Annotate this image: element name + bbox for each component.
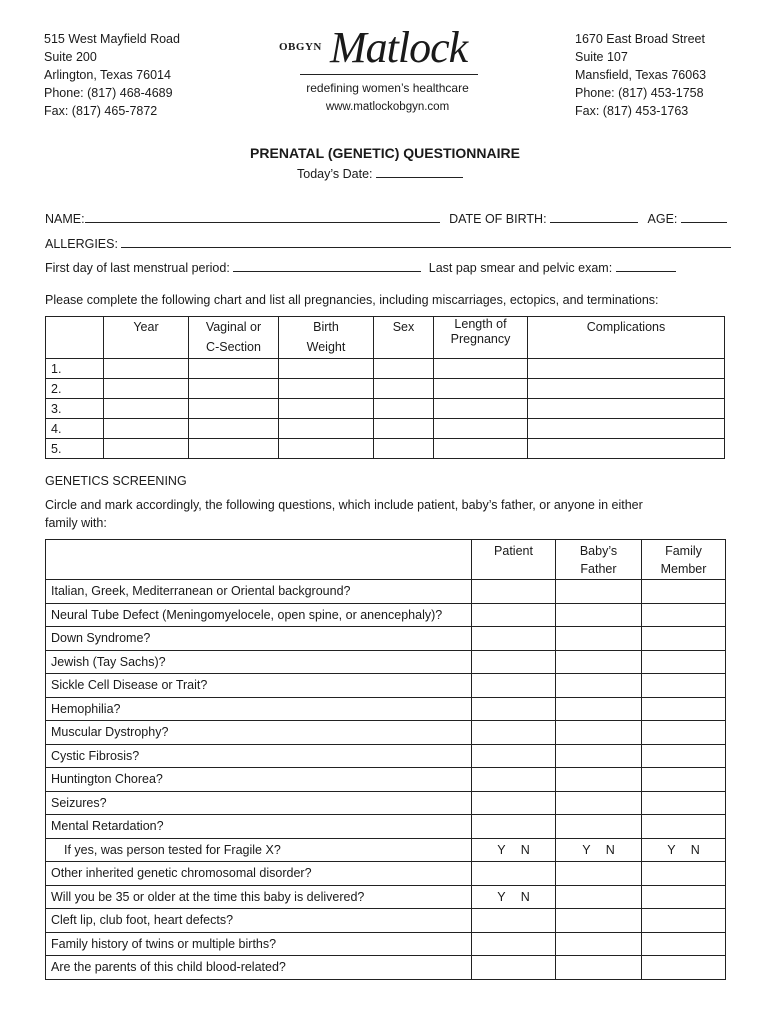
- babys-father-answer-cell[interactable]: [556, 674, 642, 698]
- name-label: NAME:: [45, 212, 85, 226]
- patient-answer-cell[interactable]: [472, 650, 556, 674]
- header-line: Pregnancy: [450, 332, 511, 346]
- genetics-row: [46, 909, 726, 933]
- babys-father-answer-cell[interactable]: [556, 932, 642, 956]
- family-member-answer-cell[interactable]: [642, 885, 726, 909]
- pregnancy-history-table: [45, 316, 725, 459]
- address-line: Mansfield, Texas 76063: [575, 68, 707, 82]
- todays-date-field[interactable]: [376, 164, 463, 178]
- babys-father-answer-cell[interactable]: [556, 909, 642, 933]
- entry-cell[interactable]: [528, 399, 725, 419]
- pap-label: Last pap smear and pelvic exam:: [428, 261, 613, 275]
- patient-answer-cell[interactable]: [472, 580, 556, 604]
- genetics-instruction-line: Circle and mark accordingly, the following questions, which include patient, baby’s father, or anyone in either: [45, 498, 643, 512]
- genetics-row: [46, 744, 726, 768]
- question-cell: Cystic Fibrosis?: [46, 744, 472, 768]
- genetics-row: [46, 603, 726, 627]
- header-cell: [642, 540, 726, 580]
- question-cell: Sickle Cell Disease or Trait?: [46, 674, 472, 698]
- genetics-row: [46, 956, 726, 980]
- patient-answer-cell[interactable]: [472, 697, 556, 721]
- genetics-row: [46, 768, 726, 792]
- logo-tagline: redefining women’s healthcare: [306, 81, 469, 95]
- entry-cell[interactable]: [434, 359, 528, 379]
- family-member-answer-cell[interactable]: Y N: [642, 838, 726, 862]
- entry-cell[interactable]: [374, 419, 434, 439]
- entry-cell[interactable]: [279, 439, 374, 459]
- header-cell: [46, 540, 472, 580]
- patient-answer-cell[interactable]: [472, 627, 556, 651]
- family-member-answer-cell[interactable]: [642, 815, 726, 839]
- period-row: [45, 258, 676, 275]
- genetics-row: [46, 838, 726, 862]
- logo-name: Matlock: [330, 23, 468, 72]
- family-member-answer-cell[interactable]: [642, 862, 726, 886]
- question-cell: Muscular Dystrophy?: [46, 721, 472, 745]
- family-member-answer-cell[interactable]: [642, 650, 726, 674]
- entry-cell[interactable]: [104, 439, 189, 459]
- patient-answer-cell[interactable]: [472, 791, 556, 815]
- patient-answer-cell[interactable]: [472, 815, 556, 839]
- header-cell: [528, 317, 725, 359]
- entry-cell[interactable]: [104, 379, 189, 399]
- babys-father-answer-cell[interactable]: [556, 697, 642, 721]
- entry-cell[interactable]: [279, 419, 374, 439]
- babys-father-answer-cell[interactable]: [556, 603, 642, 627]
- matlock-logo: [270, 23, 490, 113]
- family-member-answer-cell[interactable]: [642, 744, 726, 768]
- header-cell: [434, 317, 528, 359]
- genetics-row: [46, 697, 726, 721]
- patient-answer-cell[interactable]: [472, 768, 556, 792]
- entry-cell[interactable]: [189, 419, 279, 439]
- question-cell: Family history of twins or multiple births?: [46, 932, 472, 956]
- header-line: Complications: [586, 320, 666, 334]
- babys-father-answer-cell[interactable]: [556, 744, 642, 768]
- address-line: Arlington, Texas 76014: [44, 68, 171, 82]
- babys-father-answer-cell[interactable]: [556, 768, 642, 792]
- family-member-answer-cell[interactable]: [642, 932, 726, 956]
- logo-prefix: OBGYN: [279, 41, 322, 53]
- genetics-row: [46, 815, 726, 839]
- entry-cell[interactable]: [374, 399, 434, 419]
- question-cell: Will you be 35 or older at the time this baby is delivered?: [46, 885, 472, 909]
- header-cell: [189, 317, 279, 359]
- entry-cell[interactable]: [189, 379, 279, 399]
- entry-cell[interactable]: [189, 439, 279, 459]
- family-member-answer-cell[interactable]: [642, 721, 726, 745]
- pregnancy-row: [46, 379, 725, 399]
- patient-answer-cell[interactable]: [472, 721, 556, 745]
- babys-father-answer-cell[interactable]: [556, 721, 642, 745]
- row-number: 2.: [46, 379, 104, 399]
- address-line: Suite 200: [44, 50, 97, 64]
- entry-cell[interactable]: [374, 359, 434, 379]
- babys-father-answer-cell[interactable]: [556, 956, 642, 980]
- babys-father-answer-cell[interactable]: Y N: [556, 838, 642, 862]
- lmp-label: First day of last menstrual period:: [45, 261, 230, 275]
- question-cell: Are the parents of this child blood-related?: [46, 956, 472, 980]
- family-member-answer-cell[interactable]: [642, 580, 726, 604]
- left-office-address: [44, 30, 180, 120]
- entry-cell[interactable]: [104, 399, 189, 419]
- question-cell: If yes, was person tested for Fragile X?: [46, 838, 472, 862]
- entry-cell[interactable]: [528, 419, 725, 439]
- header-cell: [279, 317, 374, 359]
- entry-cell[interactable]: [528, 439, 725, 459]
- genetics-rows: [46, 580, 726, 980]
- babys-father-answer-cell[interactable]: [556, 885, 642, 909]
- allergies-field[interactable]: [121, 234, 731, 248]
- patient-answer-cell[interactable]: [472, 674, 556, 698]
- header-line: Member: [660, 562, 707, 576]
- genetics-row: [46, 885, 726, 909]
- family-member-answer-cell[interactable]: [642, 791, 726, 815]
- header-line: Sex: [392, 320, 415, 334]
- address-line: 515 West Mayfield Road: [44, 32, 180, 46]
- pregnancy-row: [46, 399, 725, 419]
- babys-father-answer-cell[interactable]: [556, 862, 642, 886]
- patient-answer-cell[interactable]: Y N: [472, 838, 556, 862]
- header-line: Year: [133, 320, 159, 334]
- entry-cell[interactable]: [189, 399, 279, 419]
- question-cell: Seizures?: [46, 791, 472, 815]
- name-row: [45, 209, 727, 226]
- question-cell: Jewish (Tay Sachs)?: [46, 650, 472, 674]
- address-line: Phone: (817) 468-4689: [44, 86, 173, 100]
- dob-field[interactable]: [550, 209, 638, 223]
- website-link[interactable]: www.matlockobgyn.com: [325, 101, 450, 113]
- address-line: Suite 107: [575, 50, 628, 64]
- entry-cell[interactable]: [279, 399, 374, 419]
- genetics-header-row: [46, 540, 726, 580]
- family-member-answer-cell[interactable]: [642, 956, 726, 980]
- entry-cell[interactable]: [434, 379, 528, 399]
- dob-label: DATE OF BIRTH:: [449, 212, 547, 226]
- header-line: Family: [665, 544, 702, 558]
- question-cell: Other inherited genetic chromosomal disorder?: [46, 862, 472, 886]
- question-cell: Neural Tube Defect (Meningomyelocele, open spine, or anencephaly)?: [46, 603, 472, 627]
- genetics-row: [46, 580, 726, 604]
- genetics-row: [46, 932, 726, 956]
- question-cell: Down Syndrome?: [46, 627, 472, 651]
- row-number: 4.: [46, 419, 104, 439]
- entry-cell[interactable]: [279, 359, 374, 379]
- header-cell: [556, 540, 642, 580]
- patient-answer-cell[interactable]: [472, 909, 556, 933]
- family-member-answer-cell[interactable]: [642, 603, 726, 627]
- patient-answer-cell[interactable]: [472, 603, 556, 627]
- family-member-answer-cell[interactable]: [642, 909, 726, 933]
- patient-answer-cell[interactable]: [472, 956, 556, 980]
- entry-cell[interactable]: [189, 359, 279, 379]
- address-line: Fax: (817) 453-1763: [575, 104, 689, 118]
- babys-father-answer-cell[interactable]: [556, 815, 642, 839]
- todays-date-label: Today’s Date:: [297, 167, 373, 181]
- family-member-answer-cell[interactable]: [642, 697, 726, 721]
- header-line: C-Section: [206, 340, 261, 354]
- row-number: 5.: [46, 439, 104, 459]
- header-cell: [472, 540, 556, 580]
- age-label: AGE:: [647, 212, 678, 226]
- pregnancy-header-row: [46, 317, 725, 359]
- question-cell: Cleft lip, club foot, heart defects?: [46, 909, 472, 933]
- address-line: 1670 East Broad Street: [575, 32, 705, 46]
- question-cell: Italian, Greek, Mediterranean or Oriental background?: [46, 580, 472, 604]
- pregnancy-row: [46, 359, 725, 379]
- header-cell: [374, 317, 434, 359]
- babys-father-answer-cell[interactable]: [556, 580, 642, 604]
- todays-date-row: [297, 164, 463, 181]
- allergies-row: [45, 234, 731, 251]
- patient-answer-cell[interactable]: [472, 932, 556, 956]
- header-line: Baby’s: [579, 544, 618, 558]
- logo-rule: [300, 74, 478, 75]
- header-line: Father: [580, 562, 617, 576]
- question-cell: Huntington Chorea?: [46, 768, 472, 792]
- pap-field[interactable]: [616, 258, 676, 272]
- entry-cell[interactable]: [434, 419, 528, 439]
- babys-father-answer-cell[interactable]: [556, 650, 642, 674]
- header-line: Length of: [454, 317, 507, 331]
- right-office-address: [575, 30, 706, 120]
- genetics-row: [46, 721, 726, 745]
- entry-cell[interactable]: [434, 399, 528, 419]
- family-member-answer-cell[interactable]: [642, 674, 726, 698]
- patient-answer-cell[interactable]: [472, 744, 556, 768]
- name-field[interactable]: [85, 209, 440, 223]
- genetics-row: [46, 650, 726, 674]
- question-cell: Hemophilia?: [46, 697, 472, 721]
- age-field[interactable]: [681, 209, 727, 223]
- patient-answer-cell[interactable]: Y N: [472, 885, 556, 909]
- genetics-heading: GENETICS SCREENING: [45, 474, 187, 488]
- row-number: 3.: [46, 399, 104, 419]
- genetics-screening-table: [45, 539, 726, 980]
- header-cell: [104, 317, 189, 359]
- pregnancy-row: [46, 419, 725, 439]
- row-number: 1.: [46, 359, 104, 379]
- form-title: PRENATAL (GENETIC) QUESTIONNAIRE: [250, 145, 520, 161]
- entry-cell[interactable]: [104, 419, 189, 439]
- address-line: Phone: (817) 453-1758: [575, 86, 704, 100]
- genetics-row: [46, 674, 726, 698]
- header-line: Weight: [306, 340, 346, 354]
- genetics-instruction-line: family with:: [45, 516, 107, 530]
- entry-cell[interactable]: [374, 439, 434, 459]
- babys-father-answer-cell[interactable]: [556, 627, 642, 651]
- allergies-label: ALLERGIES:: [45, 237, 118, 251]
- entry-cell[interactable]: [104, 359, 189, 379]
- babys-father-answer-cell[interactable]: [556, 791, 642, 815]
- family-member-answer-cell[interactable]: [642, 627, 726, 651]
- address-line: Fax: (817) 465-7872: [44, 104, 158, 118]
- question-cell: Mental Retardation?: [46, 815, 472, 839]
- entry-cell[interactable]: [434, 439, 528, 459]
- genetics-row: [46, 862, 726, 886]
- genetics-row: [46, 627, 726, 651]
- header-cell: [46, 317, 104, 359]
- family-member-answer-cell[interactable]: [642, 768, 726, 792]
- lmp-field[interactable]: [233, 258, 421, 272]
- header-line: Patient: [494, 544, 533, 558]
- entry-cell[interactable]: [528, 359, 725, 379]
- pregnancy-row: [46, 439, 725, 459]
- patient-answer-cell[interactable]: [472, 862, 556, 886]
- entry-cell[interactable]: [528, 379, 725, 399]
- pregnancy-instruction: Please complete the following chart and list all pregnancies, including miscarriages, ectopics, and terminations:: [45, 293, 659, 307]
- entry-cell[interactable]: [374, 379, 434, 399]
- header-line: Vaginal or: [205, 320, 262, 334]
- genetics-row: [46, 791, 726, 815]
- entry-cell[interactable]: [279, 379, 374, 399]
- header-line: Birth: [313, 320, 339, 334]
